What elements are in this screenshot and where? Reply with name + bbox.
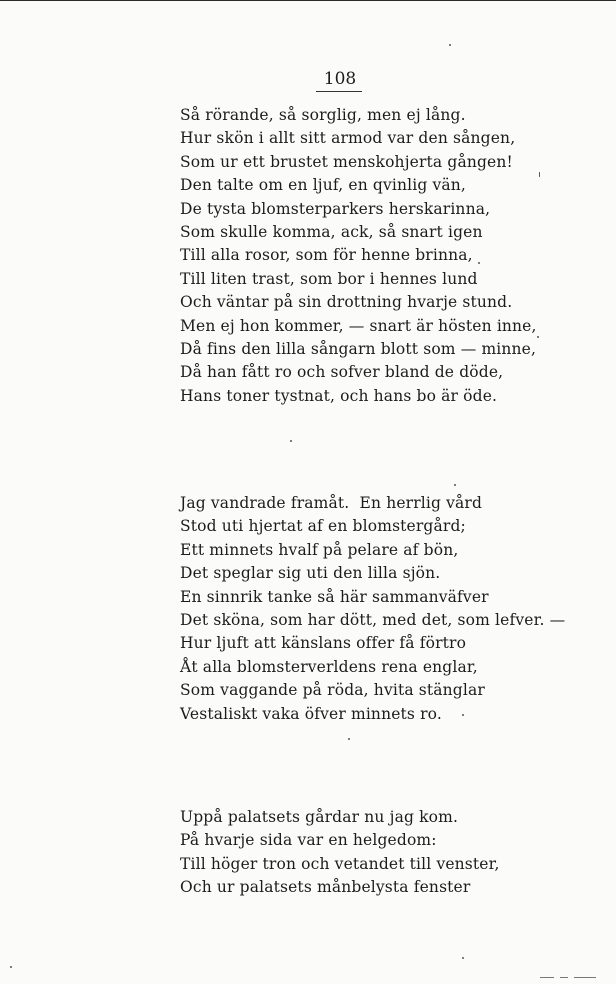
- scan-speck: [462, 957, 464, 959]
- scan-speck: [462, 714, 464, 716]
- poem-line: Som skulle komma, ack, så snart igen: [180, 223, 483, 242]
- stanza-1: [180, 104, 600, 408]
- poem-line: Stod uti hjertat af en blomstergård;: [180, 517, 466, 536]
- poem-line: Då han fått ro och sofver bland de döde,: [180, 363, 504, 382]
- stanza-3: [180, 806, 600, 900]
- bottom-edge-mark: [540, 977, 554, 978]
- poem-line: Det sköna, som har dött, med det, som lefver. —: [180, 611, 566, 630]
- poem-line: Hur skön i allt sitt armod var den sången,: [180, 129, 516, 148]
- poem-line: Åt alla blomsterverldens rena englar,: [180, 657, 478, 676]
- scan-speck: [537, 336, 539, 338]
- top-border-rule: [0, 0, 616, 1]
- scan-speck: [478, 262, 480, 264]
- poem-line: Till liten trast, som bor i hennes lund: [180, 269, 478, 288]
- poem-line: Och ur palatsets månbelysta fenster: [180, 878, 471, 897]
- poem-line: Jag vandrade framåt. En herrlig vård: [180, 494, 483, 512]
- stanza-2: [180, 492, 600, 726]
- page-number-underline: [316, 91, 362, 92]
- poem-line: Till alla rosor, som för henne brinna,: [180, 246, 473, 265]
- bottom-edge-mark: [560, 977, 568, 978]
- poem-line: På hvarje sida var en helgedom:: [180, 831, 437, 850]
- poem-line: Så rörande, så sorglig, men ej lång.: [180, 106, 466, 124]
- poem-line: Det speglar sig uti den lilla sjön.: [180, 564, 441, 583]
- bottom-edge-mark: [574, 977, 596, 978]
- scan-speck: [454, 484, 456, 486]
- poem-line: Som ur ett brustet menskohjerta gången!: [180, 152, 513, 171]
- poem-line: De tysta blomsterparkers herskarinna,: [180, 199, 491, 218]
- poem-line: Ett minnets hvalf på pelare af bön,: [180, 540, 459, 559]
- poem-line: Och väntar på sin drottning hvarje stund.: [180, 293, 513, 312]
- scan-speck: [348, 738, 350, 740]
- poem-line: Uppå palatsets gårdar nu jag kom.: [180, 808, 459, 826]
- poem-line: Den talte om en ljuf, en qvinlig vän,: [180, 176, 467, 195]
- poem-line: Men ej hon kommer, — snart är hösten inne,: [180, 316, 537, 335]
- poem-line: Då fins den lilla sångarn blott som — minne,: [180, 340, 537, 359]
- poem-line: En sinnrik tanke så här sammanväfver: [180, 587, 489, 606]
- poem-line: Hans toner tystnat, och hans bo är öde.: [180, 386, 498, 405]
- scan-speck: [10, 966, 12, 968]
- scan-speck: [539, 172, 540, 177]
- poem-line: Hur ljuft att känslans offer få förtro: [180, 634, 467, 653]
- poem-line: Till höger tron och vetandet till venster,: [180, 854, 500, 873]
- page-number: 108: [323, 69, 357, 89]
- scan-speck: [290, 440, 292, 442]
- poem-line: Vestaliskt vaka öfver minnets ro.: [180, 704, 442, 723]
- scan-speck: [449, 44, 451, 46]
- poem-line: Som vaggande på röda, hvita stänglar: [180, 681, 485, 700]
